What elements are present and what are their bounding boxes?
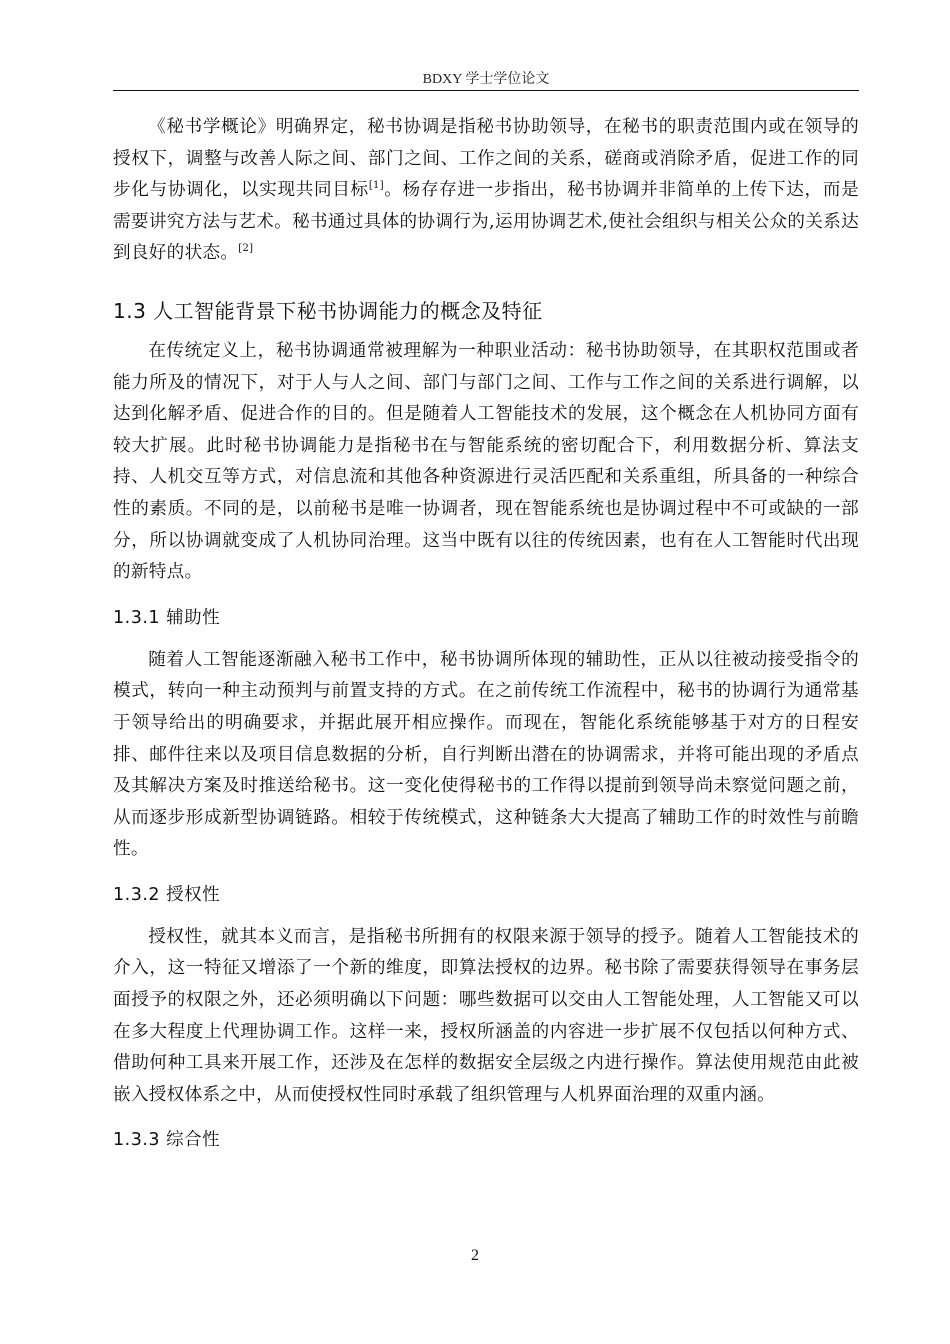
page-number: 2 (471, 1247, 479, 1264)
section-1-3-paragraph: 在传统定义上，秘书协调通常被理解为一种职业活动：秘书协助领导，在其职权范围或者能力所及的情况下，对于人与人之间、部门与部门之间、工作与工作之间的关系进行调解，以达到化解矛盾、促进合作的目的。但是随着人工智能技术的发展，这个概念在人机协同方面有较大扩展。此时秘书协调能力是指秘书在与智能系统的密切配合下，利用数据分析、算法支持、人机交互等方式，对信息流和其他各种资源进行灵活匹配和关系重组，所具备的一种综合性的素质。不同的是，以前秘书是唯一协调者，现在智能系统也是协调过程中不可或缺的一部分，所以协调就变成了人机协同治理。这当中既有以往的传统因素，也有在人工智能时代出现的新特点。 (113, 340, 859, 583)
intro-text-b: 。杨存存进一步指出，秘书协调并非简单的上传下达，而是需要讲究方法与艺术。秘书通过具体的协调行为,运用协调艺术,使社会组织与相关公众的关系达到良好的状态。 (113, 180, 859, 264)
page-body (113, 112, 859, 1167)
section-heading-1-3-3: 1.3.3 综合性 (113, 1130, 221, 1151)
section-1-3-2-paragraph: 授权性，就其本义而言，是指秘书所拥有的权限来源于领导的授予。随着人工智能技术的介入，这一特征又增添了一个新的维度，即算法授权的边界。秘书除了需要获得领导在事务层面授予的权限之外，还必须明确以下问题：哪些数据可以交由人工智能处理，人工智能又可以在多大程度上代理协调工作。这样一来，授权所涵盖的内容进一步扩展不仅包括以何种方式、借助何种工具来开展工作，还涉及在怎样的数据安全层级之内进行操作。算法使用规范由此被嵌入授权体系之中，从而使授权性同时承载了组织管理与人机界面治理的双重内涵。 (113, 926, 859, 1105)
citation-2[interactable]: [2] (238, 243, 254, 255)
section-heading-1-3-2: 1.3.2 授权性 (113, 884, 221, 905)
page-header: BDXY 学士学位论文 (422, 72, 550, 87)
section-heading-1-3: 1.3 人工智能背景下秘书协调能力的概念及特征 (113, 298, 543, 323)
section-1-3-1-paragraph: 随着人工智能逐渐融入秘书工作中，秘书协调所体现的辅助性，正从以往被动接受指令的模式，转向一种主动预判与前置支持的方式。在之前传统工作流程中，秘书的协调行为通常基于领导给出的明确要求，并据此展开相应操作。而现在，智能化系统能够基于对方的日程安排、邮件往来以及项目信息数据的分析，自行判断出潜在的协调需求，并将可能出现的矛盾点及其解决方案及时推送给秘书。这一变化使得秘书的工作得以提前到领导尚未察觉问题之前，从而逐步形成新型协调链路。相较于传统模式，这种链条大大提高了辅助工作的时效性与前瞻性。 (113, 649, 859, 860)
header-divider (113, 90, 859, 91)
intro-paragraph (113, 112, 859, 270)
intro-text-a: 《秘书学概论》明确界定，秘书协调是指秘书协助领导，在秘书的职责范围内或在领导的授权下，调整与改善人际之间、部门之间、工作之间的关系，磋商或消除矛盾，促进工作的同步化与协调化，以实现共同目标 (113, 117, 859, 201)
section-heading-1-3-1: 1.3.1 辅助性 (113, 607, 221, 628)
citation-1[interactable]: [1] (368, 180, 384, 192)
